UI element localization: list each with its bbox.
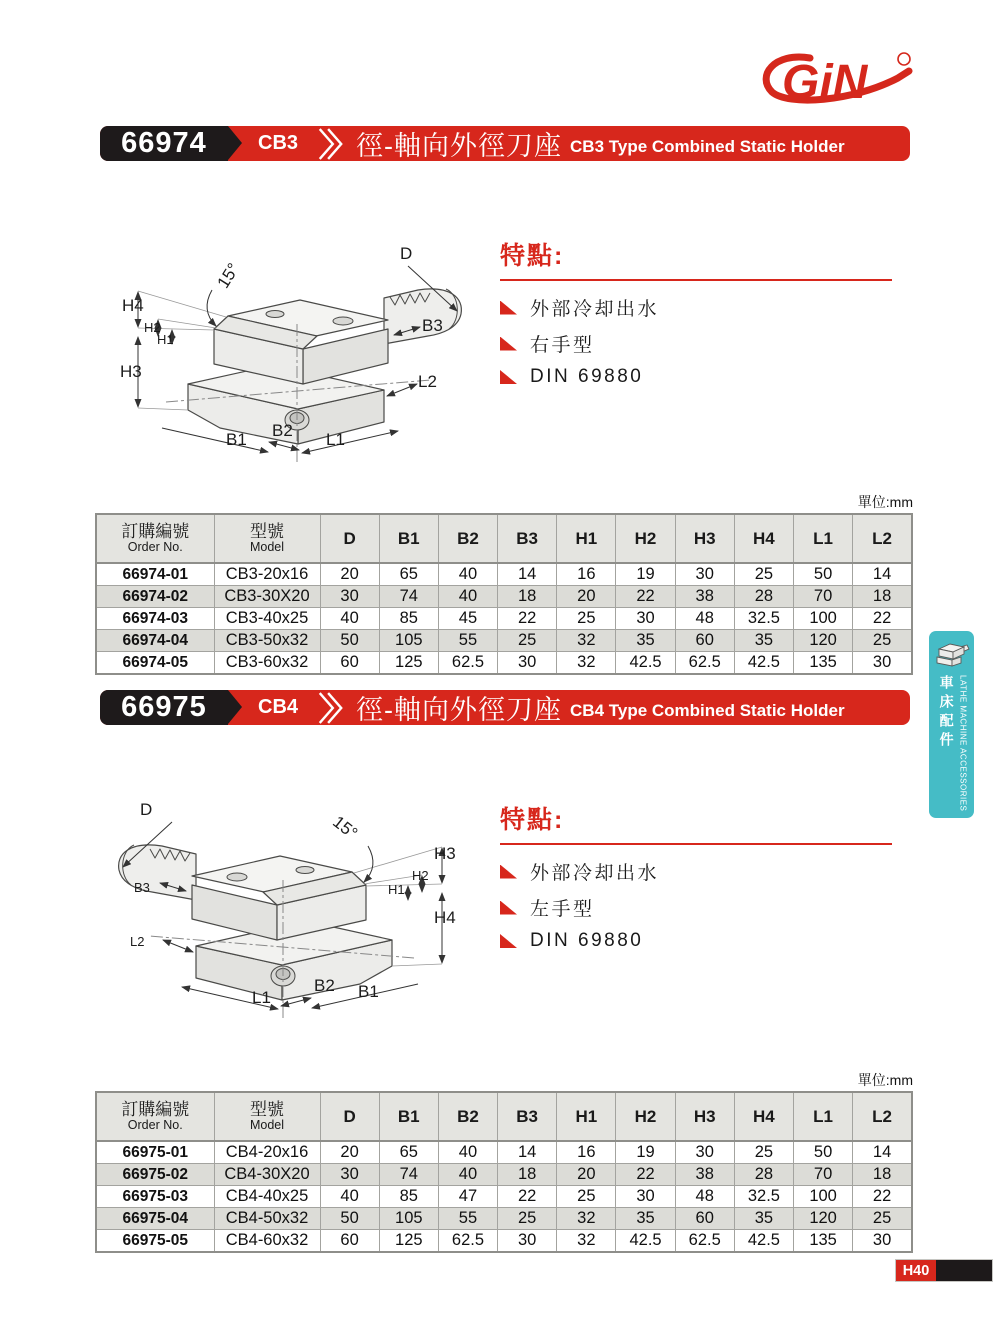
table-cell: 25 (853, 1208, 912, 1230)
table-cell: 62.5 (438, 1230, 497, 1253)
dim-label-d: D (400, 244, 413, 263)
table-cell: 135 (794, 1230, 853, 1253)
holder-mini-icon (934, 638, 970, 670)
section-title-en: CB4 Type Combined Static Holder (570, 701, 845, 720)
table-cell: 60 (675, 1208, 734, 1230)
table-cell: 100 (794, 608, 853, 630)
table-cell: 74 (379, 1164, 438, 1186)
table-cell: 14 (498, 1141, 557, 1164)
dim-label-l1: L1 (326, 430, 345, 449)
table-cell: 14 (853, 1141, 912, 1164)
column-header: B3 (498, 1092, 557, 1141)
column-header: H4 (734, 1092, 793, 1141)
triangle-bullet-icon (500, 370, 517, 384)
features-block-cb4 (500, 800, 892, 961)
table-cell: 30 (320, 1164, 379, 1186)
unit-label: 單位:mm (857, 494, 913, 510)
dim-label-h1: H1 (157, 332, 174, 347)
table-cell: 25 (498, 630, 557, 652)
table-cell: 30 (853, 652, 912, 675)
table-cell: 66975-04 (96, 1208, 214, 1230)
triangle-bullet-icon (500, 865, 517, 879)
chevron-right-icon (316, 691, 344, 725)
table-cell: 65 (379, 563, 438, 586)
dim-label-angle: 15° (329, 812, 362, 844)
table-cell: 42.5 (616, 652, 675, 675)
table-cell: 55 (438, 630, 497, 652)
section-title-zh: 徑-軸向外徑刀座 (356, 695, 563, 725)
table-row (96, 1230, 912, 1253)
spec-table-66975 (95, 1091, 913, 1253)
table-cell: 30 (616, 1186, 675, 1208)
column-header: 型號 Model (214, 514, 320, 563)
dim-label-h4: H4 (434, 908, 456, 927)
table-cell: 35 (734, 1208, 793, 1230)
features-block-cb3 (500, 236, 892, 397)
column-header: 型號 Model (214, 1092, 320, 1141)
table-cell: 40 (438, 586, 497, 608)
table-cell: 66974-02 (96, 586, 214, 608)
column-header: D (320, 1092, 379, 1141)
table-cell: 25 (557, 608, 616, 630)
column-header: H3 (675, 514, 734, 563)
technical-drawing-svg (100, 788, 480, 1028)
table-cell: 19 (616, 1141, 675, 1164)
table-cell: 42.5 (734, 1230, 793, 1253)
table-cell: CB3-40x25 (214, 608, 320, 630)
column-header: L1 (794, 514, 853, 563)
table-cell: 38 (675, 1164, 734, 1186)
column-header: B2 (438, 514, 497, 563)
table-cell: 32 (557, 1230, 616, 1253)
side-tab-label-zh: 車床配件 (938, 675, 955, 751)
type-code: CB3 (258, 132, 299, 154)
table-cell: 30 (675, 563, 734, 586)
header-row (96, 514, 912, 563)
table-cell: 70 (794, 586, 853, 608)
feature-text: 右手型 (530, 335, 595, 356)
table-cell: 25 (498, 1208, 557, 1230)
table-cell: 62.5 (438, 652, 497, 675)
order-number: 66974 (121, 127, 207, 159)
dim-label-h3: H3 (434, 844, 456, 863)
table-cell: 30 (498, 1230, 557, 1253)
table-cell: 18 (853, 586, 912, 608)
table-cell: 20 (320, 1141, 379, 1164)
table-cell: 18 (498, 586, 557, 608)
table-cell: 40 (320, 1186, 379, 1208)
dim-label-b2: B2 (272, 421, 293, 440)
chevron-right-icon (316, 127, 344, 161)
column-header: L2 (853, 514, 912, 563)
type-code: CB4 (258, 696, 299, 718)
table-cell: 28 (734, 586, 793, 608)
table-row (96, 630, 912, 652)
table-cell: 125 (379, 652, 438, 675)
feature-text: DIN 69880 (530, 930, 644, 951)
table-cell: 38 (675, 586, 734, 608)
column-header: H2 (616, 1092, 675, 1141)
dim-label-l2: L2 (418, 372, 437, 391)
dim-label-angle: 15° (213, 259, 244, 292)
table-cell: 47 (438, 1186, 497, 1208)
feature-text: 外部冷却出水 (530, 863, 660, 884)
table-cell: 32.5 (734, 608, 793, 630)
table-cell: 74 (379, 586, 438, 608)
table-cell: 30 (616, 608, 675, 630)
table-cell: CB3-20x16 (214, 563, 320, 586)
table-cell: 40 (320, 608, 379, 630)
table-cell: 32 (557, 630, 616, 652)
order-number: 66975 (121, 691, 207, 723)
triangle-bullet-icon (500, 934, 517, 948)
dim-label-b2: B2 (314, 976, 335, 995)
table-cell: 22 (616, 1164, 675, 1186)
table-cell: 25 (853, 630, 912, 652)
table-cell: 20 (557, 586, 616, 608)
feature-item (500, 330, 892, 357)
table-cell: 50 (320, 1208, 379, 1230)
table-cell: 22 (616, 586, 675, 608)
table-cell: 30 (675, 1141, 734, 1164)
table-cell: CB3-50x32 (214, 630, 320, 652)
dim-label-h3: H3 (120, 362, 142, 381)
table-cell: 22 (853, 1186, 912, 1208)
table-cell: 105 (379, 630, 438, 652)
table-cell: 16 (557, 563, 616, 586)
table-row (96, 1208, 912, 1230)
table-cell: CB4-30X20 (214, 1164, 320, 1186)
table-cell: CB3-60x32 (214, 652, 320, 675)
triangle-bullet-icon (500, 337, 517, 351)
table-cell: 65 (379, 1141, 438, 1164)
unit-label: 單位:mm (857, 1072, 913, 1088)
section-banner-66974 (100, 126, 910, 161)
column-header: 訂購編號 Order No. (96, 514, 214, 563)
features-list (500, 294, 892, 388)
dim-label-l1: L1 (252, 988, 271, 1007)
feature-item (500, 894, 892, 921)
table-cell: 42.5 (734, 652, 793, 675)
spec-table-66974 (95, 513, 913, 675)
table-cell: 60 (320, 652, 379, 675)
table-cell: 66975-01 (96, 1141, 214, 1164)
table-cell: 120 (794, 630, 853, 652)
dim-label-l2: L2 (130, 934, 145, 949)
table-cell: 35 (734, 630, 793, 652)
table-cell: 105 (379, 1208, 438, 1230)
table-row (96, 608, 912, 630)
dim-label-h1: H1 (388, 882, 405, 897)
order-number-badge (100, 126, 228, 161)
table-cell: 30 (320, 586, 379, 608)
feature-item (500, 294, 892, 321)
table-cell: 22 (498, 608, 557, 630)
dim-label-d: D (140, 800, 153, 819)
table-cell: 22 (853, 608, 912, 630)
table-cell: 40 (438, 563, 497, 586)
table-row (96, 563, 912, 586)
table-row (96, 1164, 912, 1186)
table-cell: 45 (438, 608, 497, 630)
column-header: H1 (557, 1092, 616, 1141)
dim-label-h2: H2 (144, 320, 161, 335)
side-tab-label-en: LATHE MACHINE ACCESSORIES (958, 675, 968, 812)
table-cell: 35 (616, 1208, 675, 1230)
table-cell: 60 (320, 1230, 379, 1253)
table-cell: 40 (438, 1164, 497, 1186)
table-cell: 66974-03 (96, 608, 214, 630)
column-header: D (320, 514, 379, 563)
table-cell: 32 (557, 652, 616, 675)
brand-logo (752, 46, 920, 118)
table-cell: 66975-03 (96, 1186, 214, 1208)
table-cell: 62.5 (675, 652, 734, 675)
features-heading: 特點: (500, 236, 892, 281)
table-cell: 30 (853, 1230, 912, 1253)
column-header: H2 (616, 514, 675, 563)
features-heading: 特點: (500, 800, 892, 845)
table-cell: 18 (853, 1164, 912, 1186)
table-cell: 70 (794, 1164, 853, 1186)
order-number-badge (100, 690, 228, 725)
table-cell: CB4-60x32 (214, 1230, 320, 1253)
table-cell: 14 (498, 563, 557, 586)
table-cell: CB3-30X20 (214, 586, 320, 608)
dim-label-b3: B3 (134, 880, 150, 895)
table-cell: 50 (794, 563, 853, 586)
table-row (96, 1141, 912, 1164)
dim-label-b3: B3 (422, 316, 443, 335)
table-cell: 28 (734, 1164, 793, 1186)
page-number: H40 (896, 1260, 936, 1281)
table-cell: 16 (557, 1141, 616, 1164)
table-cell: 62.5 (675, 1230, 734, 1253)
table-cell: 48 (675, 608, 734, 630)
table-cell: 40 (438, 1141, 497, 1164)
table-cell: 100 (794, 1186, 853, 1208)
table-cell: 42.5 (616, 1230, 675, 1253)
trademark-icon (898, 53, 910, 65)
table-cell: 35 (616, 630, 675, 652)
section-banner-66975 (100, 690, 910, 725)
column-header: L2 (853, 1092, 912, 1141)
table-cell: 48 (675, 1186, 734, 1208)
features-list (500, 858, 892, 952)
table-cell: 55 (438, 1208, 497, 1230)
feature-text: 左手型 (530, 899, 595, 920)
table-cell: 125 (379, 1230, 438, 1253)
column-header: 訂購編號 Order No. (96, 1092, 214, 1141)
page-footer (895, 1259, 993, 1282)
table-row (96, 586, 912, 608)
table-cell: 120 (794, 1208, 853, 1230)
triangle-bullet-icon (500, 301, 517, 315)
table-cell: 85 (379, 608, 438, 630)
table-cell: CB4-50x32 (214, 1208, 320, 1230)
category-side-tab (929, 631, 974, 818)
feature-text: DIN 69880 (530, 366, 644, 387)
table-cell: 25 (557, 1186, 616, 1208)
table-cell: 30 (498, 652, 557, 675)
column-header: H3 (675, 1092, 734, 1141)
column-header: H1 (557, 514, 616, 563)
technical-drawing-cb3 (100, 232, 480, 472)
column-header: B3 (498, 514, 557, 563)
table-cell: 19 (616, 563, 675, 586)
table-cell: 25 (734, 1141, 793, 1164)
dim-label-b1: B1 (358, 982, 379, 1001)
table-cell: 66974-05 (96, 652, 214, 675)
technical-drawing-cb4 (100, 788, 480, 1028)
dim-label-h4: H4 (122, 296, 144, 315)
triangle-bullet-icon (500, 901, 517, 915)
column-header: L1 (794, 1092, 853, 1141)
table-cell: 32.5 (734, 1186, 793, 1208)
table-cell: 22 (498, 1186, 557, 1208)
table-cell: 32 (557, 1208, 616, 1230)
table-cell: 25 (734, 563, 793, 586)
section-title-en: CB3 Type Combined Static Holder (570, 137, 845, 156)
table-cell: 66975-02 (96, 1164, 214, 1186)
dim-label-h2: H2 (412, 868, 429, 883)
table-cell: 135 (794, 652, 853, 675)
footer-bar (936, 1260, 992, 1281)
table-cell: 14 (853, 563, 912, 586)
table-cell: 66974-01 (96, 563, 214, 586)
side-tab-texts (937, 675, 967, 811)
column-header: H4 (734, 514, 793, 563)
table-cell: 66975-05 (96, 1230, 214, 1253)
column-header: B2 (438, 1092, 497, 1141)
table-cell: 18 (498, 1164, 557, 1186)
table-cell: CB4-20x16 (214, 1141, 320, 1164)
table-cell: 50 (794, 1141, 853, 1164)
table-cell: 50 (320, 630, 379, 652)
section-title-zh: 徑-軸向外徑刀座 (356, 131, 563, 161)
table-cell: 60 (675, 630, 734, 652)
feature-item (500, 930, 892, 952)
table-row (96, 1186, 912, 1208)
logo-text: GiN (782, 56, 868, 109)
feature-text: 外部冷却出水 (530, 299, 660, 320)
feature-item (500, 366, 892, 388)
table-cell: 20 (320, 563, 379, 586)
header-row (96, 1092, 912, 1141)
table-cell: 20 (557, 1164, 616, 1186)
feature-item (500, 858, 892, 885)
dim-label-b1: B1 (226, 430, 247, 449)
table-cell: 85 (379, 1186, 438, 1208)
table-row (96, 652, 912, 675)
column-header: B1 (379, 1092, 438, 1141)
table-cell: CB4-40x25 (214, 1186, 320, 1208)
table-cell: 66974-04 (96, 630, 214, 652)
column-header: B1 (379, 514, 438, 563)
